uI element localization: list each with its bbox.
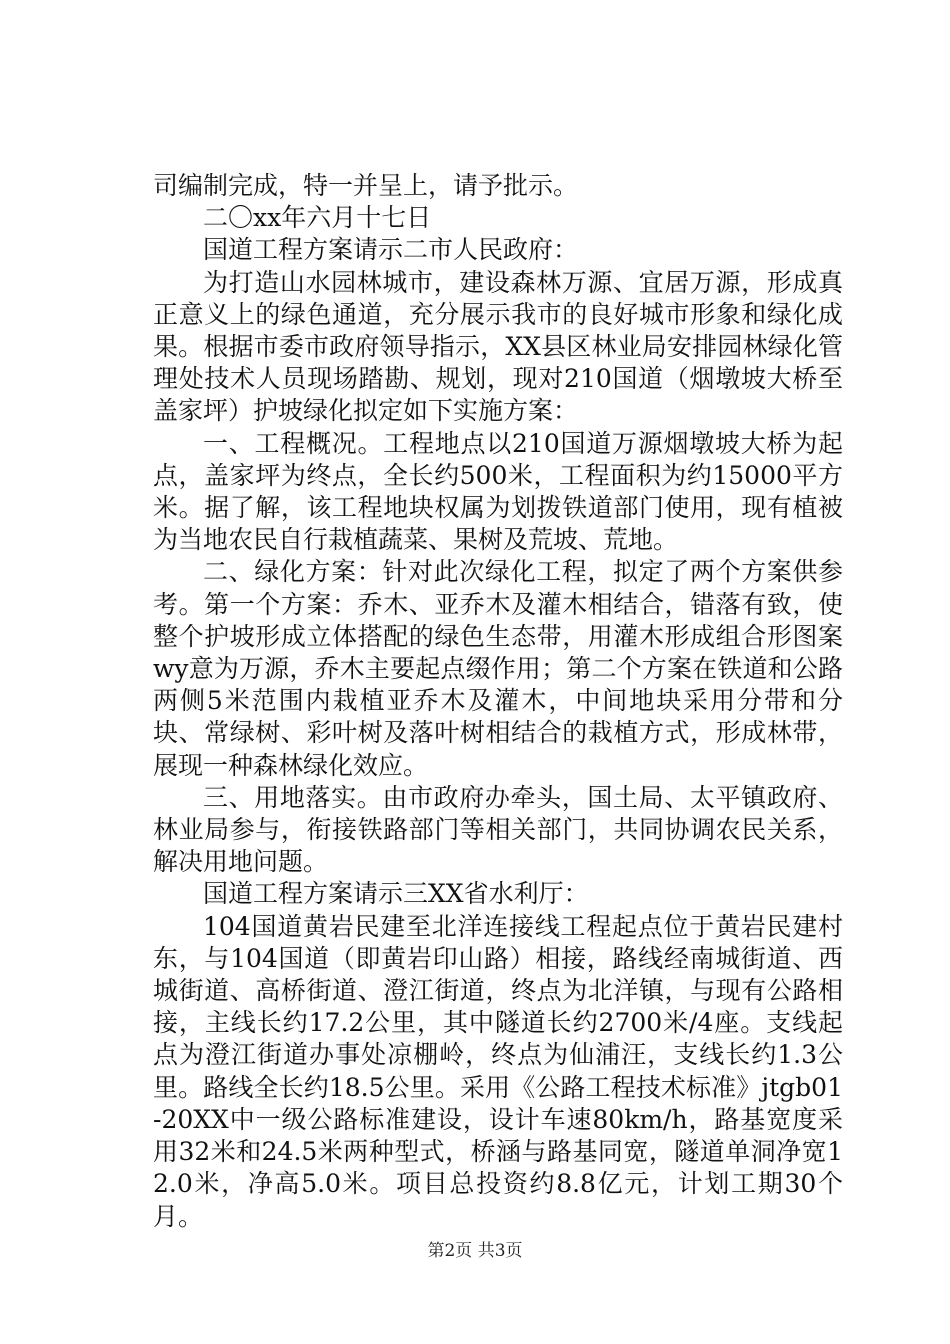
paragraph-project-overview: 一、工程概况。工程地点以210国道万源烟墩坡大桥为起点，盖家坪为终点，全长约500米，工程面积为约15000平方米。据了解，该工程地块权属为划拨铁道部门使用，现有植被为当地农民自行栽植蔬菜、果树及荒坡、荒地。: [153, 428, 843, 555]
paragraph-heading-two: 国道工程方案请示二市人民政府：: [203, 235, 579, 265]
paragraph-greening-plan: 二、绿化方案：针对此次绿化工程，拟定了两个方案供参考。第一个方案：乔木、亚乔木及灌木相结合，错落有致，使整个护坡形成立体搭配的绿色生态带，用灌木形成组合形图案wy意为万源，乔木主要起点缀作用；第二个方案在铁道和公路两侧5米范围内栽植亚乔木及灌木，中间地块采用分带和分块、常绿树、彩叶树及落叶树相结合的栽植方式，形成林带，展现一种森林绿化效应。: [153, 557, 843, 780]
page-number-footer: 第2页 共3页: [427, 1241, 523, 1261]
document-body: [153, 170, 843, 1233]
paragraph-date: 二〇xx年六月十七日: [203, 203, 432, 233]
paragraph-road-project: 104国道黄岩民建至北洋连接线工程起点位于黄岩民建村东，与104国道（即黄岩印山路）相接，路线经南城街道、西城街道、高桥街道、澄江街道，终点为北洋镇，与现有公路相接，主线长约17.2公里，其中隧道长约2700米/4座。支线起点为澄江街道办事处凉棚岭，终点为仙浦汪，支线长约1.3公里。路线全长约18.5公里。采用《公路工程技术标准》jtgb01-20XX中一级公路标准建设，设计车速80km/h，路基宽度采用32米和24.5米两种型式，桥涵与路基同宽，隧道单洞净宽12.0米，净高5.0米。项目总投资约8.8亿元，计划工期30个月。: [153, 911, 843, 1231]
paragraph-intro: 为打造山水园林城市，建设森林万源、宜居万源，形成真正意义上的绿色通道，充分展示我市的良好城市形象和绿化成果。根据市委市政府领导指示，XX县区林业局安排园林绿化管理处技术人员现场踏勘、规划，现对210国道（烟墩坡大桥至盖家坪）护坡绿化拟定如下实施方案：: [153, 267, 843, 426]
paragraph-land-use: 三、用地落实。由市政府办牵头，国土局、太平镇政府、林业局参与，衔接铁路部门等相关部门，共同协调农民关系，解决用地问题。: [153, 782, 843, 877]
paragraph-heading-three: 国道工程方案请示三XX省水利厅：: [203, 879, 589, 909]
paragraph-closing: 司编制完成，特一并呈上，请予批示。: [153, 171, 579, 200]
